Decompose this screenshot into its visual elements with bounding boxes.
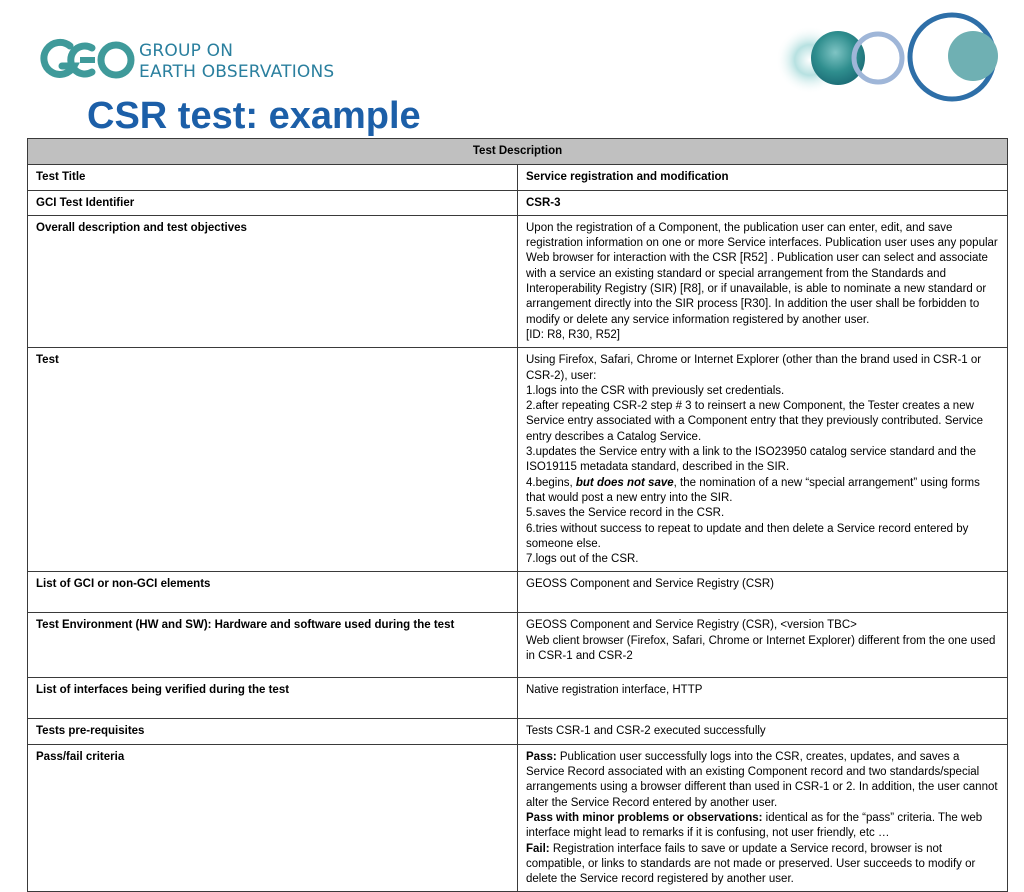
description-ids: [ID: R8, R30, R52]	[526, 328, 620, 341]
pass-criteria	[526, 750, 999, 811]
criteria-cell	[518, 744, 1008, 892]
test-step: 5.saves the Service record in the CSR.	[526, 507, 725, 520]
test-description-table	[27, 138, 1008, 892]
step4-emphasis: but does not save	[575, 476, 674, 489]
test-step: 3.updates the Service entry with a link to the ISO23950 catalog service standard and the ISO19115 metadata standard, described in the SIR.	[526, 446, 977, 474]
test-step: 2.after repeating CSR-2 step # 3 to reinsert a new Component, the Tester creates a new Service entry associated with a Component entry that they previously contributed. Service entry describes a Catalog Service.	[526, 400, 984, 443]
slide-title: CSR test: example	[87, 95, 421, 137]
org-name	[139, 41, 334, 83]
pass-label: Pass:	[526, 750, 557, 763]
interfaces-value: Native registration interface, HTTP	[518, 678, 1008, 719]
table-row	[28, 190, 1008, 215]
row-label: Overall description and test objectives	[28, 215, 518, 347]
test-step: 1.logs into the CSR with previously set credentials.	[526, 384, 785, 397]
test-identifier-value: CSR-3	[518, 190, 1008, 215]
test-steps-cell	[518, 348, 1008, 572]
elements-value: GEOSS Component and Service Registry (CSR)	[518, 572, 1008, 613]
step4-prefix: 4.begins,	[526, 476, 576, 489]
row-label: Test Title	[28, 165, 518, 190]
decorative-circles-graphic	[770, 10, 1010, 110]
environment-line: Web client browser (Firefox, Safari, Chrome or Internet Explorer) different from the one used in CSR-1 and CSR-2	[526, 634, 996, 663]
table-row	[28, 744, 1008, 892]
description-cell	[518, 215, 1008, 347]
table-row	[28, 348, 1008, 572]
test-step	[526, 476, 999, 507]
environment-line: GEOSS Component and Service Registry (CSR), <version TBC>	[526, 619, 857, 632]
row-label: GCI Test Identifier	[28, 190, 518, 215]
table-row	[28, 572, 1008, 613]
environment-cell	[518, 613, 1008, 678]
org-name-line1: GROUP ON	[139, 41, 234, 61]
fail-text: Registration interface fails to save or update a Service record, browser is not compatible, or links to standards are not made or preserved. User succeeds to modify or delete the Service record registered by another user.	[526, 842, 976, 886]
table-row	[28, 215, 1008, 347]
prereq-value: Tests CSR-1 and CSR-2 executed successfully	[518, 719, 1008, 744]
row-label: Pass/fail criteria	[28, 744, 518, 892]
row-label: List of interfaces being verified during the test	[28, 678, 518, 719]
fail-criteria	[526, 842, 999, 888]
pass-text: Publication user successfully logs into the CSR, creates, updates, and saves a Service Record associated with an existing Component record and two standards/special arrangements using a browser different than used in CSR-1 or 2. In addition, the user cannot alter the Service Record entered by another user.	[526, 750, 998, 809]
table-row	[28, 613, 1008, 678]
step4-suffix: , the nomination of a new “special arrangement” using forms that would post a new entry into the SIR.	[526, 476, 980, 504]
table-header-row	[28, 139, 1008, 165]
geo-logo	[40, 38, 140, 82]
row-label: Test Environment (HW and SW): Hardware and software used during the test	[28, 613, 518, 678]
fail-label: Fail:	[526, 842, 550, 855]
table-row	[28, 678, 1008, 719]
minor-label: Pass with minor problems or observations:	[526, 811, 763, 824]
org-name-line2: EARTH OBSERVATIONS	[139, 62, 335, 82]
test-step: 7.logs out of the CSR.	[526, 553, 639, 566]
test-intro: Using Firefox, Safari, Chrome or Internet Explorer (other than the brand used in CSR-1 or CSR-2), user:	[526, 354, 982, 382]
row-label: List of GCI or non-GCI elements	[28, 572, 518, 613]
table-row	[28, 165, 1008, 190]
description-text: Upon the registration of a Component, the publication user can enter, edit, and save registration information on one or more Service interfaces. Publication user uses any popular Web browser for interaction with the CSR [R52] . Publication user can select and associate with a service an existing standard or special arrangement from the Standards and Interoperability Registry (SIR) [R8], or if unavailable, is able to nominate a new standard or arrangement directly into the SIR process [R30]. In addition the user shall be forbidden to modify or delete any service information registered by another user.	[526, 221, 998, 326]
test-title-value: Service registration and modification	[518, 165, 1008, 190]
row-label: Test	[28, 348, 518, 572]
test-step: 6.tries without success to repeat to update and then delete a Service record entered by someone else.	[526, 522, 969, 550]
row-label: Tests pre-requisites	[28, 719, 518, 744]
table-row	[28, 719, 1008, 744]
minor-text: identical as for the “pass” criteria. The web interface might lead to remarks if it is confusing, not user friendly, etc …	[526, 811, 983, 840]
minor-criteria	[526, 811, 999, 842]
table-heading: Test Description	[28, 139, 1008, 165]
